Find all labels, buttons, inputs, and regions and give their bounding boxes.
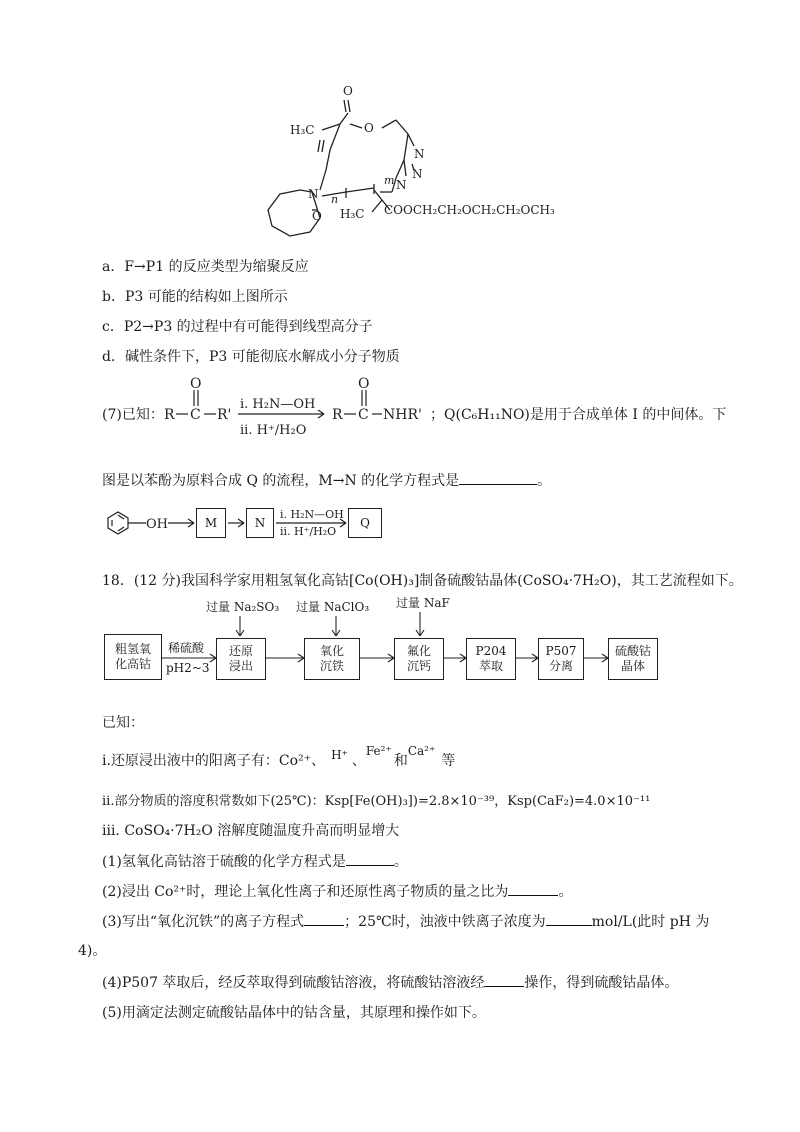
q7-product-oxygen: O [358, 376, 370, 392]
triazole-n2: N [412, 167, 423, 181]
q7-line2-end: 。 [537, 473, 552, 489]
step-p204-l2: 萃取 [478, 659, 503, 673]
q7-line2 [102, 470, 551, 490]
triazole-n1: N [414, 147, 425, 161]
flow-box-m: M [196, 508, 226, 538]
step-oxidize-l1: 氧化 [319, 644, 344, 658]
q7-r: R [164, 407, 175, 423]
step-reduce-l2: 浸出 [228, 659, 253, 673]
answer-blank-q7[interactable] [459, 472, 537, 485]
subscript-n: n [331, 193, 339, 206]
flow-oh: OH [146, 517, 168, 532]
step-crude-l2: 化高钴 [114, 657, 151, 671]
step-p204-l1: P204 [475, 644, 507, 658]
step-reduce-leach [216, 638, 266, 680]
triazole-n3: N [396, 178, 407, 192]
q3-text: (3)写出“氧化沉铁”的离子方程式 [102, 914, 305, 930]
q7-after: ；Q(C₆H₁₁NO)是用于合成单体 I 的中间体。下 [430, 407, 727, 423]
answer-blank-q1[interactable] [346, 853, 394, 866]
acid-label: 稀硫酸 [168, 641, 205, 655]
step-crystal-l2: 晶体 [620, 659, 645, 673]
ion-ca: Ca²⁺ [407, 744, 436, 758]
question-5: (5)用滴定法测定硫酸钴晶体中的钴含量，其原理和操作如下。 [102, 1005, 486, 1021]
q7-r-prime: R' [217, 407, 232, 423]
q7-product-r: R [332, 407, 343, 423]
q7-product-tail: NHR' [383, 407, 422, 423]
polymer-structure [0, 0, 800, 240]
ion-and: 和 [393, 753, 408, 769]
ch3-bottom: H₃C [340, 207, 365, 221]
q7-reagent1: i. H₂N—OH [240, 397, 316, 412]
answer-blank-q3a[interactable] [304, 913, 344, 926]
ester-oxygen: O [364, 121, 374, 135]
flow-reagent2: ii. H⁺/H₂O [280, 525, 337, 538]
q7-oxygen: O [190, 376, 202, 392]
known-i [102, 744, 456, 770]
answer-blank-q3b[interactable] [546, 913, 592, 926]
lactam-oxygen: O [312, 209, 322, 223]
side-chain: COOCH₂CH₂OCH₂CH₂OCH₃ [384, 203, 555, 217]
step-reduce-l1: 还原 [228, 644, 253, 658]
q7-flow [0, 500, 800, 550]
q1-end: 。 [393, 854, 408, 870]
ion-sep: 、 [351, 753, 366, 769]
step-p204-extract [466, 638, 516, 680]
ch3-top: H₃C [290, 123, 315, 137]
known-ii: ⅱ.部分物质的溶度积常数如下(25℃)：Ksp[Fe(OH)₃])=2.8×10⁻³⁹，Ksp(CaF₂)=4.0×10⁻¹¹ [102, 794, 651, 809]
question-4 [102, 972, 678, 992]
option-a: a．F→P1 的反应类型为缩聚反应 [102, 259, 309, 275]
flow-reagent1: i. H₂N—OH [280, 508, 344, 521]
question-3 [102, 911, 709, 931]
step-p507-l2: 分离 [548, 659, 573, 673]
step-crude-l1: 粗氢氧 [114, 642, 151, 656]
step-p507-separate [538, 638, 584, 680]
option-b: b．P3 可能的结构如上图所示 [102, 289, 288, 305]
step-fluoride-l2: 沉钙 [406, 659, 431, 673]
q7-c: C [190, 407, 201, 423]
answer-blank-q2[interactable] [508, 883, 558, 896]
q4-end: 操作，得到硫酸钴晶体。 [524, 975, 679, 991]
reagent-na2so3: 过量 Na₂SO₃ [206, 600, 280, 614]
ring-nitrogen: N [308, 187, 319, 201]
q3-text-mid: ；25℃时，浊液中铁离子浓度为 [344, 914, 546, 930]
ion-h: H⁺ [331, 748, 348, 762]
q18-header: 18．(12 分)我国科学家用粗氢氧化高钴[Co(OH)₃]制备硫酸钴晶体(CoSO₄·7H₂O)，其工艺流程如下。 [102, 573, 743, 589]
q7-reagent2: ii. H⁺/H₂O [240, 423, 307, 438]
question-2 [102, 881, 572, 901]
q7-line2-text: 图是以苯酚为原料合成 Q 的流程，M→N 的化学方程式是 [102, 473, 460, 489]
step-oxidize-iron [304, 638, 360, 680]
reagent-naf: 过量 NaF [396, 596, 450, 610]
option-d: d．碱性条件下，P3 可能彻底水解成小分子物质 [102, 349, 400, 365]
flow-box-q: Q [348, 508, 382, 538]
subscript-m: m [384, 174, 395, 187]
q2-end: 。 [558, 884, 573, 900]
question-1 [102, 851, 408, 871]
q3-text-end: mol/L(此时 pH 为 [591, 914, 710, 930]
flow-box-n: N [246, 508, 274, 538]
q2-text: (2)浸出 Co²⁺时，理论上氧化性离子和还原性离子物质的量之比为 [102, 884, 509, 900]
step-fluoride-calcium [394, 638, 444, 680]
step-cobalt-sulfate-crystal [608, 638, 658, 680]
step-fluoride-l1: 氟化 [406, 644, 431, 658]
ion-fe: Fe²⁺ [365, 744, 392, 758]
answer-blank-q4[interactable] [484, 974, 524, 987]
step-oxidize-l2: 沉铁 [319, 659, 344, 673]
known-iii: ⅲ. CoSO₄·7H₂O 溶解度随温度升高而明显增大 [102, 823, 400, 839]
step-crystal-l1: 硫酸钴 [614, 644, 651, 658]
option-c: c．P2→P3 的过程中有可能得到线型高分子 [102, 319, 373, 335]
carbonyl-oxygen: O [343, 84, 353, 98]
step-crude-cobalt [104, 634, 162, 680]
reagent-naclo3: 过量 NaClO₃ [296, 600, 370, 614]
known-i-text: ⅰ.还原浸出液中的阳离子有：Co²⁺、 [102, 753, 326, 769]
q7-prefix: (7)已知： [102, 407, 164, 423]
q4-text: (4)P507 萃取后，经反萃取得到硫酸钴溶液，将硫酸钴溶液经 [102, 975, 485, 991]
question-3-cont: 4)。 [78, 943, 107, 959]
q7-product-c: C [358, 407, 369, 423]
q1-text: (1)氢氧化高钴溶于硫酸的化学方程式是 [102, 854, 346, 870]
ph-label: pH2~3 [166, 661, 210, 675]
ion-end: 等 [441, 753, 456, 769]
known-label: 已知： [102, 715, 144, 731]
step-p507-l1: P507 [545, 644, 577, 658]
